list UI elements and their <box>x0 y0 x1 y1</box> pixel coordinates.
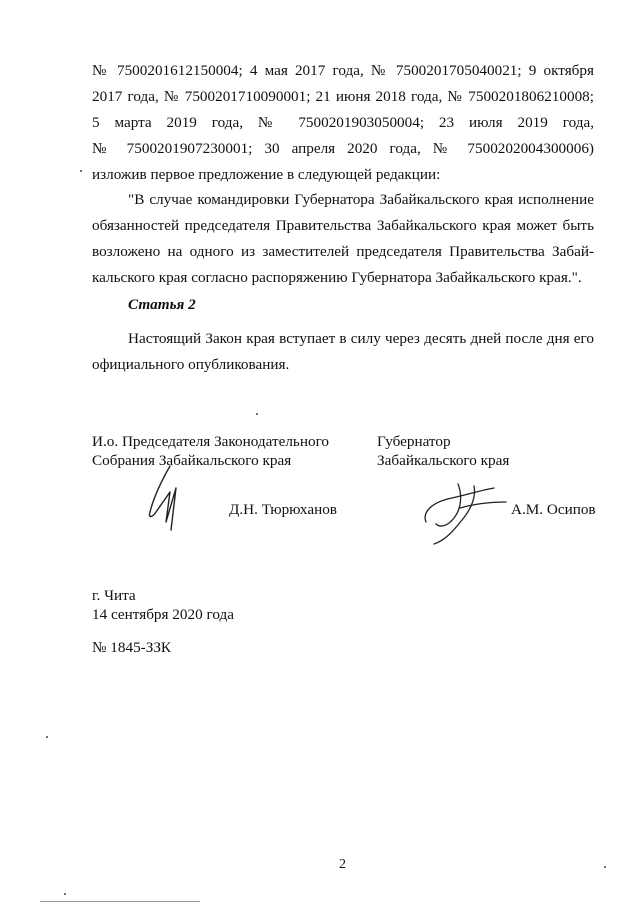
intro-line-5: изложив первое предложение в следующей редакции: <box>92 166 441 183</box>
right-title-line-1: Губернатор <box>377 433 451 450</box>
left-signatory-name: Д.Н. Тюрюханов <box>229 501 337 518</box>
law-number: № 1845-ЗЗК <box>92 639 172 656</box>
article-paragraph <box>92 326 594 378</box>
article-line-1: Настоящий Закон края вступает в силу через десять дней после дня его <box>128 330 594 347</box>
right-title-line-2: Забайкальского края <box>377 452 510 469</box>
scan-speck <box>64 893 66 895</box>
article-heading: Статья 2 <box>128 296 196 313</box>
right-signatory-title <box>377 432 509 470</box>
quote-line-1: "В случае командировки Губернатора Забайкальского края исполнение <box>128 191 594 208</box>
signing-date: 14 сентября 2020 года <box>92 606 234 623</box>
left-signatory-title <box>92 432 329 470</box>
intro-paragraph <box>92 58 594 188</box>
quote-line-4: кальского края согласно распоряжению Губернатора Забайкальского края.". <box>92 269 582 286</box>
scan-edge-line <box>40 901 200 902</box>
intro-line-3: 5 марта 2019 года, № 7500201903050004; 23 июля 2019 года, <box>92 114 594 131</box>
city: г. Чита <box>92 587 136 604</box>
article-line-2: официального опубликования. <box>92 356 290 373</box>
scan-speck <box>256 413 258 415</box>
scan-speck <box>604 866 606 868</box>
scan-speck <box>80 170 82 172</box>
intro-line-1: № 7500201612150004; 4 мая 2017 года, № 7500201705040021; 9 октября <box>92 62 594 79</box>
intro-line-4: № 7500201907230001; 30 апреля 2020 года, № 7500202004300006) <box>92 140 594 157</box>
left-handwritten-signature <box>140 462 200 534</box>
page-number: 2 <box>339 857 346 872</box>
right-handwritten-signature <box>418 478 510 548</box>
place-and-date <box>92 586 234 624</box>
left-title-line-1: И.о. Председателя Законодательного <box>92 433 330 450</box>
quote-line-3: возложено на одного из заместителей председателя Правительства Забай- <box>92 243 594 260</box>
intro-line-2: 2017 года, № 7500201710090001; 21 июня 2018 года, № 7500201806210008; <box>92 88 594 105</box>
right-signatory-name: А.М. Осипов <box>511 501 596 518</box>
left-title-line-2: Собрания Забайкальского края <box>92 452 292 469</box>
quoted-amendment <box>92 187 594 291</box>
scan-speck <box>46 736 48 738</box>
quote-line-2: обязанностей председателя Правительства Забайкальского края может быть <box>92 217 594 234</box>
